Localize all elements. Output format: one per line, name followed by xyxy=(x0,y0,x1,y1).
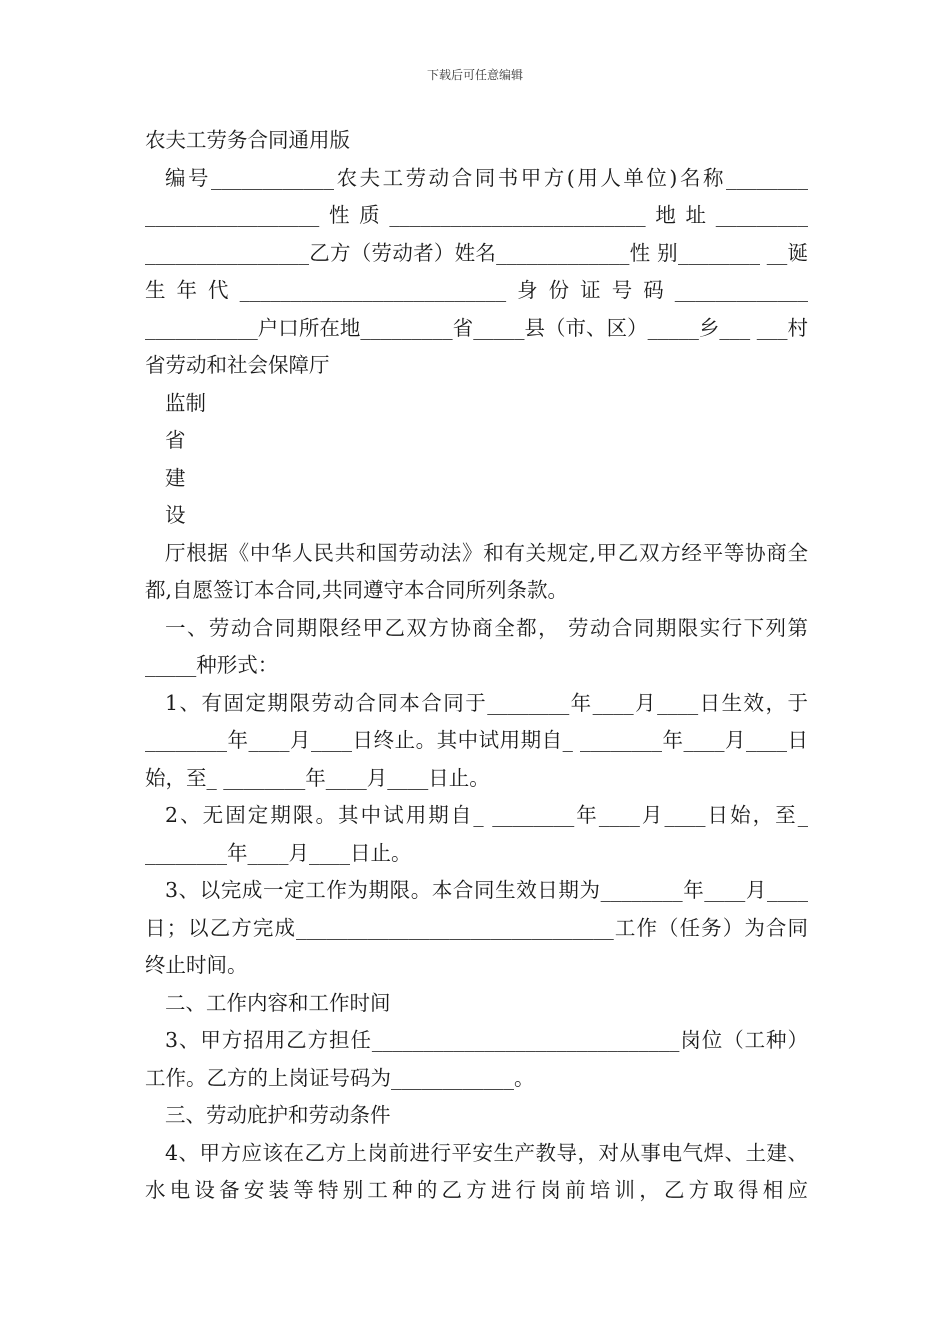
document-title: 农夫工劳务合同通用版 xyxy=(145,128,350,152)
paragraph-construction: 建 xyxy=(165,465,186,490)
clause-1-fixed-term: 1、有固定期限劳动合同本合同于________年____月____日生效，于________年____月____日终止。其中试用期自_ ________年____月____日始，至_ ________年____月____日止。 xyxy=(145,690,808,790)
clause-2-no-fixed-term: 2、无固定期限。其中试用期自_ ________年____月____日始，至_ ________年____月____日止。 xyxy=(145,803,815,865)
clause-4-safety-training: 4、甲方应该在乙方上岗前进行平安生产教导，对从事电气焊、土建、水电设备安装等特别工种的乙方进行岗前培训，乙方取得相应 xyxy=(145,1140,808,1202)
paragraph-preamble: 厅根据《中华人民共和国劳动法》和有关规定,甲乙双方经平等协商全都,自愿签订本合同,共同遵守本合同所列条款。 xyxy=(145,540,808,602)
page-header: 下载后可任意编辑 xyxy=(426,68,523,82)
paragraph-province: 省 xyxy=(165,428,186,452)
section-3-labor-protection: 三、劳动庇护和劳动条件 xyxy=(165,1103,391,1127)
section-2-work-content: 二、工作内容和工作时间 xyxy=(165,990,391,1015)
paragraph-supervision: 监制 xyxy=(165,390,206,415)
clause-3-position: 3、甲方招用乙方担任______________________________岗位（工种）工作。乙方的上岗证号码为____________。 xyxy=(145,1028,808,1090)
clause-3-task-term: 3、以完成一定工作为期限。本合同生效日期为________年____月____日；以乙方完成_______________________________工作（任务）为合同终止时间。 xyxy=(145,878,808,977)
paragraph-party-info: 编号____________农夫工劳动合同书甲方(用人单位)名称________ _________________性质_________________________地址_________ ________________乙方（劳动者）姓名_____________性 别________ __诞生年代__________________________身份证号码_____________ ___________户口所在地_________省_____县（市、区）_____乡___ ___村省劳动和社会保障厅 xyxy=(145,165,815,377)
paragraph-establish: 设 xyxy=(165,503,186,527)
section-1-contract-term: 一、劳动合同期限经甲乙双方协商全都， 劳动合同期限实行下列第_____种形式： xyxy=(145,615,808,677)
document-body xyxy=(145,122,815,1210)
